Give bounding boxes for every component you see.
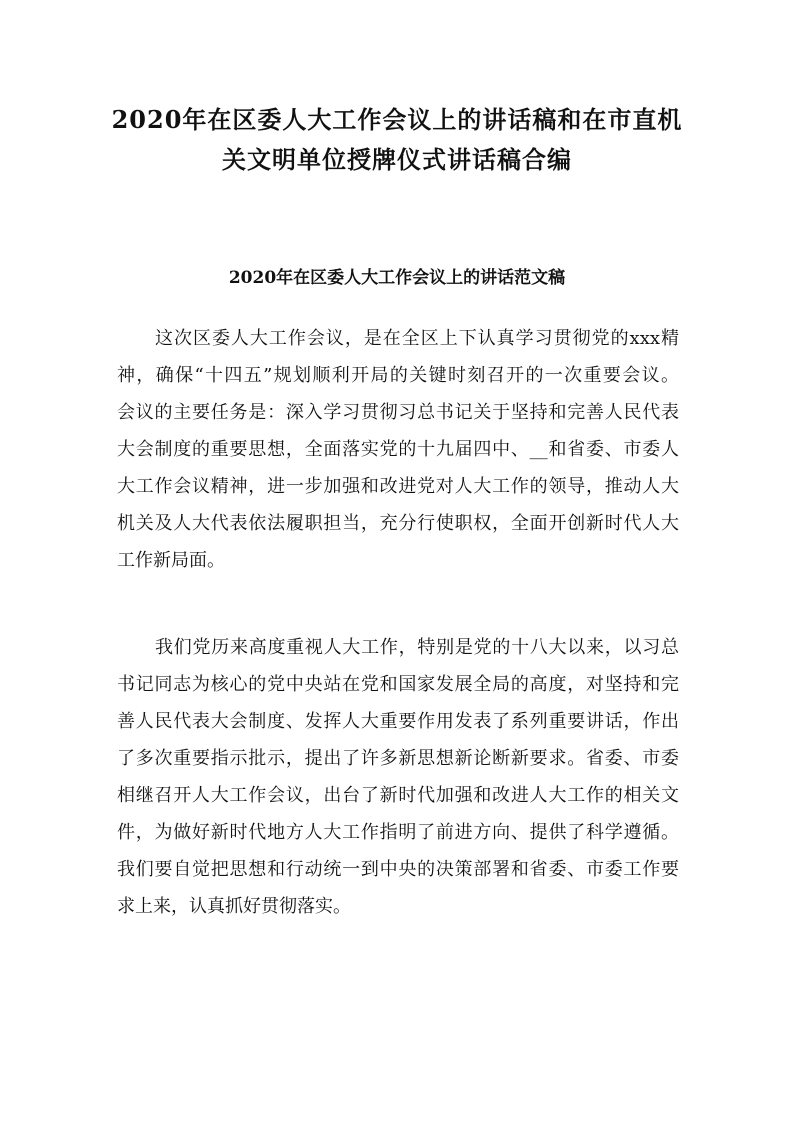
- document-title-line-1: 2020年在区委人大工作会议上的讲话稿和在市直机: [111, 105, 683, 134]
- section-title: 2020年在区委人大工作会议上的讲话范文稿: [228, 268, 566, 288]
- paragraph-line: 了多次重要指示批示，提出了许多新思想新论断新要求。省委、市委: [117, 748, 679, 769]
- document-title-line-2: 关文明单位授牌仪式讲话稿合编: [222, 145, 572, 174]
- paragraph-line: 我们要自觉把思想和行动统一到中央的决策部署和省委、市委工作要: [117, 859, 679, 880]
- paragraph-line: 求上来，认真抓好贯彻落实。: [117, 896, 351, 917]
- paragraph-line: 我们党历来高度重视人大工作，特别是党的十八大以来，以习总: [155, 637, 679, 658]
- paragraph-line: 工作新局面。: [117, 550, 225, 571]
- paragraph-line: 会议的主要任务是：深入学习贯彻习总书记关于坚持和完善人民代表: [117, 402, 679, 423]
- paragraph-line: 件，为做好新时代地方人大工作指明了前进方向、提供了科学遵循。: [117, 822, 679, 843]
- paragraph-line: 书记同志为核心的党中央站在党和国家发展全局的高度，对坚持和完: [117, 674, 679, 695]
- paragraph-line: 神，确保“十四五”规划顺利开局的关键时刻召开的一次重要会议。: [117, 365, 679, 386]
- paragraph-line: 这次区委人大工作会议，是在全区上下认真学习贯彻党的xxx精: [155, 328, 679, 349]
- paragraph-line: 大会制度的重要思想，全面落实党的十九届四中、__和省委、市委人: [117, 439, 679, 460]
- paragraph-line: 相继召开人大工作会议，出台了新时代加强和改进人大工作的相关文: [117, 785, 679, 806]
- paragraph-line: 善人民代表大会制度、发挥人大重要作用发表了系列重要讲话，作出: [117, 711, 679, 732]
- paragraph-line: 大工作会议精神，进一步加强和改进党对人大工作的领导，推动人大: [117, 476, 679, 497]
- paragraph-line: 机关及人大代表依法履职担当，充分行使职权，全面开创新时代人大: [117, 513, 679, 534]
